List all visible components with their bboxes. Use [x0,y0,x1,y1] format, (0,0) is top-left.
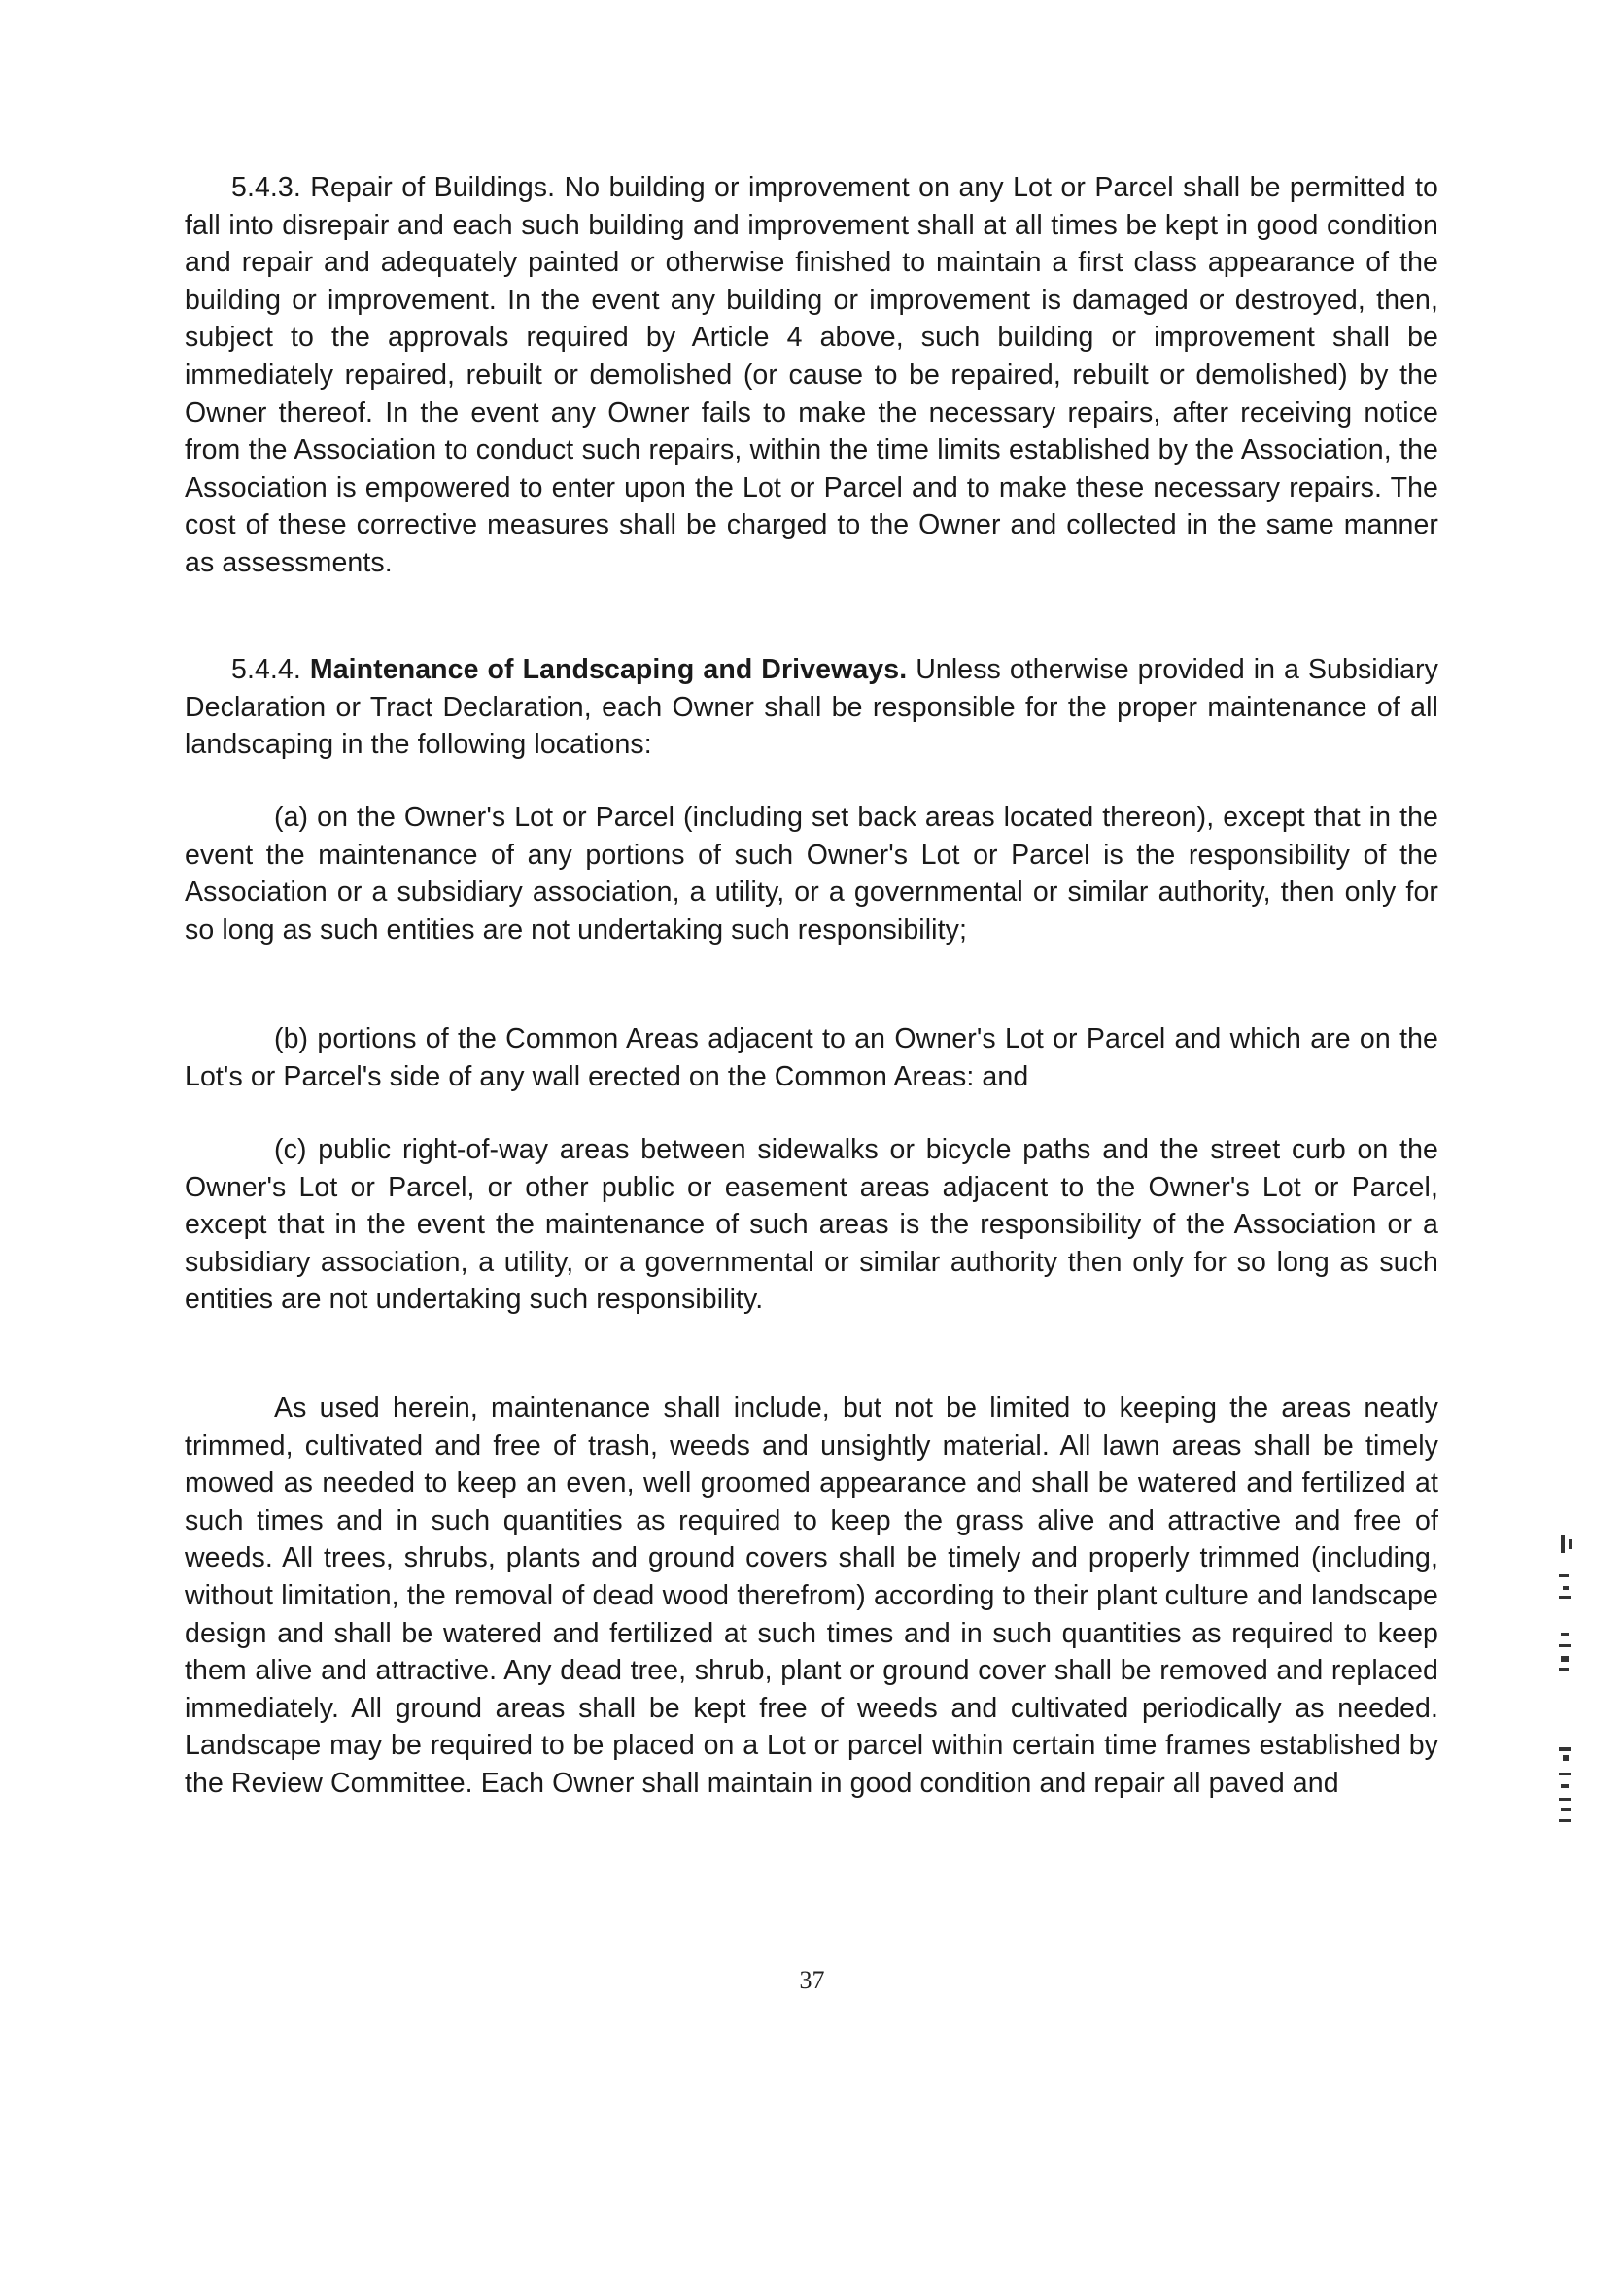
margin-recording-stamp [1547,1535,1586,2274]
list-item-c-text: (c) public right-of-way areas between sidewalks or bicycle paths and the street curb on the Owner's Lot or Parcel, or other public or easement areas adjacent to the Owner's Lot or Parcel, except that in the event the maintenance of such areas is the responsibility of the Association or a subsidiary association, a utility, or a governmental or similar authority then only for so long as such entities are not undertaking such responsibility. [185,1134,1438,1316]
list-item-b-text: (b) portions of the Common Areas adjacent to an Owner's Lot or Parcel and which are on the Lot's or Parcel's side of any wall erected on the Common Areas: and [185,1023,1438,1092]
section-5-4-4 [185,651,1438,764]
list-item-a [185,799,1438,948]
list-item-a-text: (a) on the Owner's Lot or Parcel (including set back areas located thereon), except that in the event the maintenance of any portions of such Owner's Lot or Parcel is the responsibility of the Association or a subsidiary association, a utility, or a governmental or similar authority, then only for so long as such entities are not undertaking such responsibility; [185,802,1438,946]
section-5-4-3-number: 5.4.3. [231,172,301,203]
section-5-4-4-title: Maintenance of Landscaping and Driveways. [309,654,908,685]
list-item-b [185,1020,1438,1095]
page-number: 37 [799,1966,825,1994]
section-5-4-3 [185,169,1438,582]
list-item-c [185,1131,1438,1319]
section-5-4-3-paragraph [185,169,1438,582]
maintenance-paragraph-text: As used herein, maintenance shall include, but not be limited to keeping the areas neatly trimmed, cultivated and free of trash, weeds and unsightly material. All lawn areas shall be timely mowed as needed to keep an even, well groomed appearance and shall be watered and fertilized at such times and in such quantities as required to keep the grass alive and attractive and free of weeds. All trees, shrubs, plants and ground covers shall be timely and properly trimmed (including, without limitation, the removal of dead wood therefrom) according to their plant culture and landscape design and shall be watered and fertilized at such times and in such quantities as required to keep them alive and attractive. Any dead tree, shrub, plant or ground cover shall be removed and replaced immediately. All ground areas shall be kept free of weeds and cultivated periodically as needed. Landscape may be required to be placed on a Lot or parcel within certain time frames established by the Review Committee. Each Owner shall maintain in good condition and repair all paved and [185,1393,1438,1799]
section-5-4-3-title: Repair of Buildings. [310,172,556,203]
recording-stamp-graphic [1547,1535,1586,2274]
section-5-4-4-paragraph [185,651,1438,764]
section-5-4-3-body: No building or improvement on any Lot or Parcel shall be permitted to fall into disrepair and each such building and improvement shall at all times be kept in good condition and repair and adequately painted or otherwise finished to maintain a first class appearance of the building or improvement. In the event any building or improvement is damaged or destroyed, then, subject to the approvals required by Article 4 above, such building or improvement shall be immediately repaired, rebuilt or demolished (or cause to be repaired, rebuilt or demolished) by the Owner thereof. In the event any Owner fails to make the necessary repairs, after receiving notice from the Association to conduct such repairs, within the time limits established by the Association, the Association is empowered to enter upon the Lot or Parcel and to make these necessary repairs. The cost of these corrective measures shall be charged to the Owner and collected in the same manner as assessments. [185,172,1438,578]
section-5-4-4-number: 5.4.4. [231,654,301,685]
section-5-4-4-body: Unless otherwise provided in a Subsidiary Declaration or Tract Declaration, each Owner shall be responsible for the proper maintenance of all landscaping in the following locations: [185,654,1439,761]
maintenance-paragraph [185,1390,1438,1803]
